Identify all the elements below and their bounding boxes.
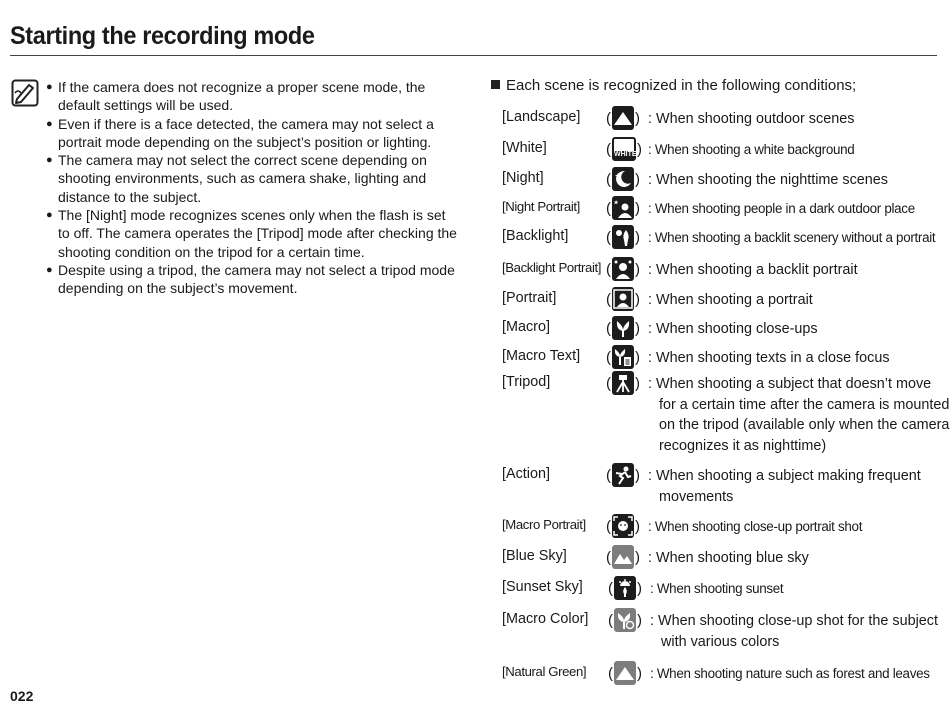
macro-color-icon [614, 608, 636, 632]
scene-desc: : When shooting a backlit scenery without a portrait [648, 230, 936, 245]
scene-desc: : When shooting sunset [650, 581, 784, 596]
scene-desc: : When shooting a subject that doesn’t move for a certain time after the camera is mounted on the tripod (available only when the camera recognizes it as nighttime) [648, 376, 950, 454]
note-item: ● If the camera does not recognize a proper scene mode, the default settings will be used. [46, 78, 458, 115]
portrait-icon [612, 287, 634, 311]
blue-sky-icon [612, 545, 634, 569]
note-item: ● The [Night] mode recognizes scenes only when the flash is set to off. The camera operates the [Tripod] mode after checking the shooting condition on the tripod for a certain time. [46, 206, 458, 261]
scene-name: [Macro Text] [502, 348, 581, 364]
white-icon: WHITE [612, 137, 636, 161]
scene-name: [Night Portrait] [502, 199, 580, 214]
scene-name: [White] [502, 140, 547, 156]
scene-desc: : When shooting a subject making frequent movements [648, 468, 921, 505]
action-icon [612, 463, 634, 487]
macro-text-icon [612, 345, 634, 369]
page-number: 022 [10, 688, 34, 704]
scene-name: [Macro Color] [502, 611, 589, 627]
scene-name: [Backlight Portrait] [502, 260, 602, 275]
scene-name: [Blue Sky] [502, 548, 567, 564]
note-item: ● The camera may not select the correct scene depending on shooting environments, such as camera shake, lighting and distance to the subject. [46, 151, 458, 206]
scene-name: [Landscape] [502, 109, 581, 125]
sunset-sky-icon [614, 576, 636, 600]
scene-desc: : When shooting close-up portrait shot [648, 519, 863, 534]
backlight-portrait-icon [612, 257, 634, 281]
note-pencil-icon [11, 79, 39, 107]
scene-desc: : When shooting a backlit portrait [648, 262, 858, 278]
scene-desc: : When shooting a white background [648, 142, 855, 157]
title-divider [10, 55, 937, 56]
scene-desc: : When shooting the nighttime scenes [648, 172, 888, 188]
night-icon [612, 167, 634, 191]
scene-desc: : When shooting texts in a close focus [648, 350, 890, 366]
scene-desc: : When shooting blue sky [648, 550, 809, 566]
scene-desc: : When shooting close-up shot for the subject with various colors [650, 613, 938, 650]
scene-desc: : When shooting nature such as forest and leaves [650, 666, 930, 681]
landscape-icon [612, 106, 634, 130]
page-title: Starting the recording mode [10, 22, 315, 50]
notes-list [46, 78, 458, 298]
scene-name: [Portrait] [502, 290, 557, 306]
night-portrait-icon [612, 196, 634, 220]
macro-portrait-icon [612, 514, 634, 538]
note-item: ● Despite using a tripod, the camera may not select a tripod mode depending on the subject’s movement. [46, 261, 458, 298]
note-item: ● Even if there is a face detected, the camera may not select a portrait mode depending on the subject’s position or lighting. [46, 115, 458, 152]
scene-desc: : When shooting close-ups [648, 321, 818, 337]
scene-desc: : When shooting outdoor scenes [648, 111, 855, 127]
scene-name: [Macro Portrait] [502, 517, 586, 532]
scene-desc: : When shooting people in a dark outdoor place [648, 201, 915, 216]
conditions-heading: Each scene is recognized in the following conditions; [491, 77, 856, 94]
scene-name: [Backlight] [502, 228, 569, 244]
square-bullet-icon [491, 80, 500, 89]
scene-name: [Sunset Sky] [502, 579, 583, 595]
natural-green-icon [614, 661, 636, 685]
backlight-icon [612, 225, 634, 249]
macro-icon [612, 316, 634, 340]
scene-name: [Tripod] [502, 374, 551, 390]
scene-name: [Action] [502, 466, 550, 482]
scene-name: [Night] [502, 170, 544, 186]
scene-name: [Natural Green] [502, 664, 587, 679]
tripod-icon [612, 371, 634, 395]
scene-name: [Macro] [502, 319, 550, 335]
scene-desc: : When shooting a portrait [648, 292, 813, 308]
